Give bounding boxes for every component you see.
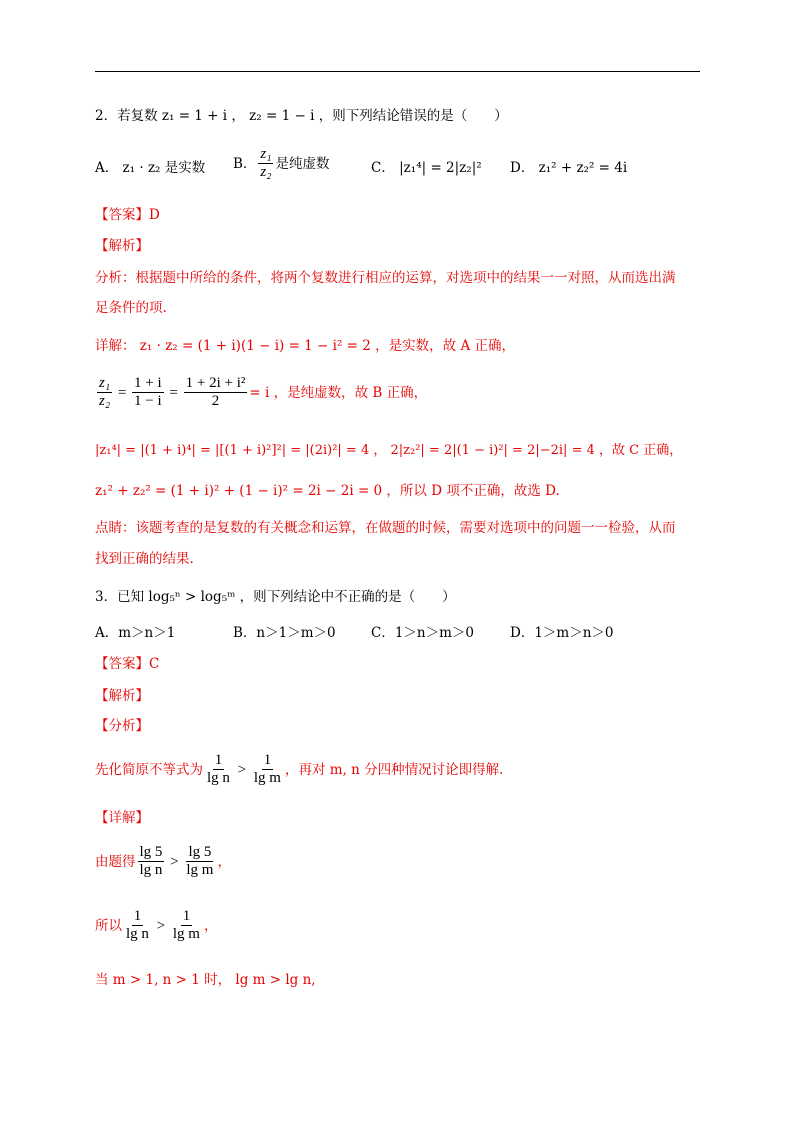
q2-option-b xyxy=(233,146,329,181)
q2-detail-fraction-2: $\frac{1 + i}{1 - i}$ xyxy=(134,375,162,409)
q2-analysis-line-1: 分析：根据题中所给的条件，将两个复数进行相应的运算，对选项中的结果一一对照，从而选出满 xyxy=(95,270,676,286)
q2-option-b-label: B． xyxy=(233,155,257,172)
q3-option-a: A．m＞n＞1 xyxy=(95,625,176,641)
q3-step-1-fraction-1: $\frac{\lg 5}{\text{lg n}}$ xyxy=(139,844,163,878)
q2-option-b-fraction: $\frac{\text{z₁}}{\text{z₂}}$ xyxy=(260,146,272,180)
q2-option-b-text: 是纯虚数 xyxy=(275,155,330,172)
q2-option-c: C． |z₁⁴| = 2|z₂|² xyxy=(371,160,482,176)
q3-answer: 【答案】C xyxy=(95,656,160,672)
q2-answer: 【答案】D xyxy=(95,207,160,223)
q2-detail-line-3: |z₁⁴| = |(1 + i)⁴| = |[(1 + i)²]²| = |(2i)²| = 4 ， 2|z₂²| = 2|(1 − i)²| = 2|−2i| = 4 ，故 C 正确， xyxy=(95,443,683,458)
q3-step-2: 所以 $\frac{1}{\text{lg n}}$ > $\frac{1}{\text{lg m}}$ ， xyxy=(95,908,218,942)
q3-analysis-tag: 【解析】 xyxy=(95,688,149,704)
q2-stem: 2．若复数 z₁ = 1 + i ， z₂ = 1 − i ，则下列结论错误的是（ ） xyxy=(95,108,508,124)
q3-fenxi-fraction-1: $\frac{1}{\text{lg n}}$ xyxy=(207,752,230,786)
q3-step-3: 当 m > 1, n > 1 时， lg m > lg n, xyxy=(95,972,316,988)
q3-fenxi-tag: 【分析】 xyxy=(95,718,149,734)
q3-step-2-fraction-2: $\frac{1}{\text{lg m}}$ xyxy=(172,908,200,942)
q3-step-1: 由题得 $\frac{\lg 5}{\text{lg n}}$ > $\frac{\lg 5}{\text{lg m}}$ ， xyxy=(95,844,231,878)
q3-step-2-fraction-1: $\frac{1}{\text{lg n}}$ xyxy=(126,908,149,942)
q2-detail-line-2-tail: = i ，是纯虚数，故 B 正确， xyxy=(249,384,428,401)
q2-option-d: D． z₁² + z₂² = 4i xyxy=(510,160,628,176)
q2-analysis-line-2: 足条件的项. xyxy=(95,300,167,316)
q2-analysis-tag: 【解析】 xyxy=(95,238,149,254)
q2-comment-line-1: 点睛：该题考查的是复数的有关概念和运算，在做题的时候，需要对选项中的问题一一检验，从而 xyxy=(95,520,676,536)
q3-option-b: B．n＞1＞m＞0 xyxy=(233,625,336,641)
q3-option-d: D．1＞m＞n＞0 xyxy=(510,625,614,641)
q3-stem: 3．已知 log₅ⁿ > log₅ᵐ ，则下列结论中不正确的是（ ） xyxy=(95,589,456,605)
q2-comment-line-2: 找到正确的结果. xyxy=(95,551,194,567)
q3-fenxi-fraction-2: $\frac{1}{\text{lg m}}$ xyxy=(253,752,281,786)
q2-detail-fraction-3: $\frac{\text{1 + 2i + i²}}{2}$ xyxy=(185,375,246,409)
q3-step-1-fraction-2: $\frac{\lg 5}{\text{lg m}}$ xyxy=(186,844,214,878)
q2-detail-fraction-1: $\frac{\text{z₁}}{\text{z₂}}$ xyxy=(99,375,111,409)
q3-option-c: C．1＞n＞m＞0 xyxy=(371,625,475,641)
q2-detail-line-4: z₁² + z₂² = (1 + i)² + (1 − i)² = 2i − 2i = 0 ，所以 D 项不正确，故选 D. xyxy=(95,483,560,499)
q2-detail-line-1: 详解： z₁ · z₂ = (1 + i)(1 − i) = 1 − i² = 2 ，是实数，故 A 正确， xyxy=(95,338,515,354)
header-rule xyxy=(95,71,700,72)
q2-option-a: A． z₁ · z₂ 是实数 xyxy=(95,160,206,176)
q3-fenxi-line: 先化简原不等式为 $\frac{1}{\text{lg n}}$ > $\frac{1}{\text{lg m}}$ ，再对 m, n 分四种情况讨论即得解. xyxy=(95,752,504,786)
q2-detail-line-2: $\frac{\text{z₁}}{\text{z₂}}$ = $\frac{1 + i}{1 - i}$ = $\frac{\text{1 + 2i + i²}}{2}$ = i ，是纯虚数，故 B 正确， xyxy=(99,375,428,409)
q3-xiangjie-tag: 【详解】 xyxy=(95,810,149,826)
